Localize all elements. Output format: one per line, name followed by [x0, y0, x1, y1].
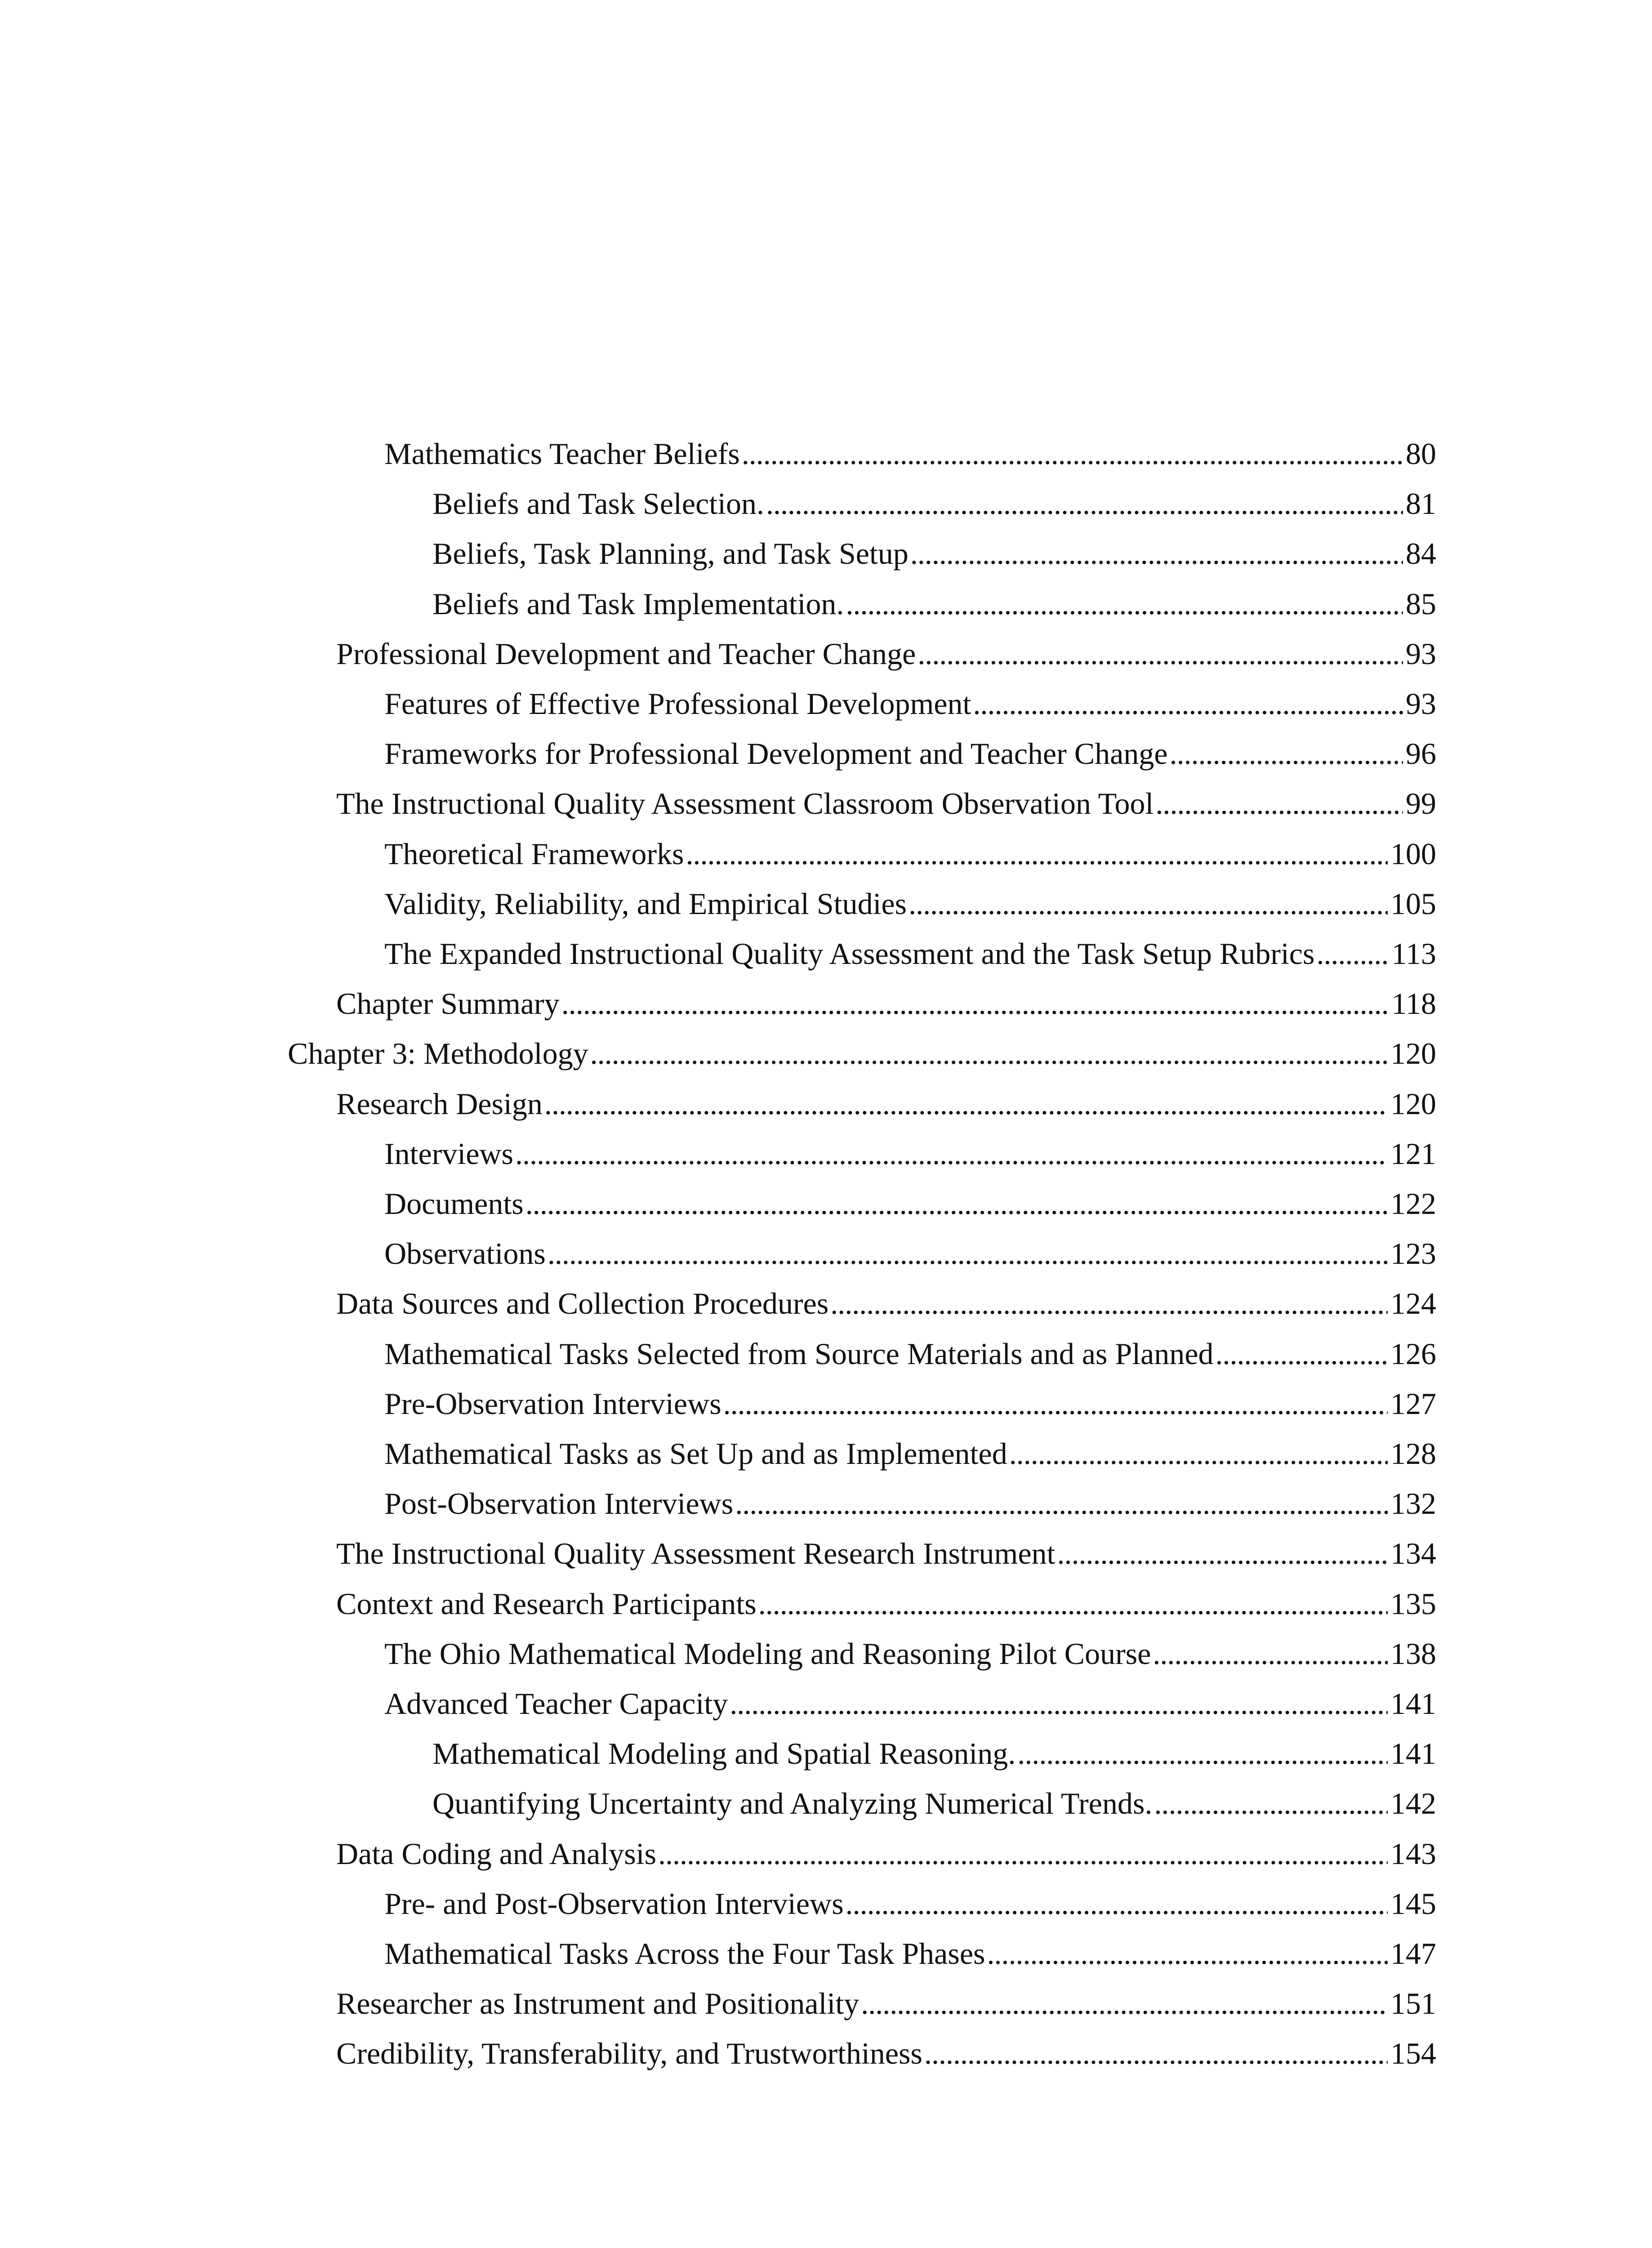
dot-leader [1155, 786, 1403, 821]
toc-entry[interactable] [432, 1736, 1436, 1786]
dot-leader [766, 486, 1403, 522]
dot-leader [1009, 1436, 1388, 1472]
toc-entry-page-number: 84 [1406, 536, 1436, 571]
toc-entry[interactable] [336, 986, 1436, 1036]
toc-entry-page-number: 154 [1390, 2036, 1436, 2070]
dot-leader [658, 1836, 1388, 1872]
toc-entry-title: Context and Research Participants [336, 1587, 757, 1621]
toc-entry-title: Mathematical Tasks Across the Four Task Phases [384, 1936, 985, 1971]
toc-entry[interactable] [432, 486, 1436, 536]
toc-entry[interactable] [384, 736, 1436, 786]
dot-leader [973, 686, 1403, 722]
toc-entry-page-number: 124 [1390, 1286, 1436, 1320]
dot-leader [686, 836, 1388, 872]
dot-leader [730, 1686, 1388, 1722]
toc-entry-page-number: 81 [1406, 486, 1436, 521]
toc-entry-page-number: 132 [1390, 1486, 1436, 1521]
toc-entry-page-number: 99 [1406, 786, 1436, 821]
toc-entry[interactable] [384, 1686, 1436, 1736]
toc-entry[interactable] [384, 1136, 1436, 1186]
toc-entry-title: Credibility, Transferability, and Trustworthiness [336, 2036, 922, 2070]
toc-entry-page-number: 100 [1390, 837, 1436, 871]
toc-entry-page-number: 118 [1391, 986, 1436, 1021]
toc-entry-page-number: 120 [1390, 1036, 1436, 1070]
toc-entry-title: Beliefs, Task Planning, and Task Setup [432, 536, 908, 571]
toc-entry-title: Chapter Summary [336, 986, 560, 1021]
toc-entry-title: Mathematical Tasks as Set Up and as Implemented [384, 1436, 1007, 1471]
toc-entry-title: Frameworks for Professional Development and Teacher Change [384, 736, 1168, 771]
dot-leader [723, 1386, 1388, 1422]
dot-leader [908, 886, 1388, 922]
toc-entry[interactable] [336, 1586, 1436, 1637]
toc-entry-page-number: 123 [1390, 1236, 1436, 1271]
toc-entry-title: Advanced Teacher Capacity [384, 1686, 728, 1721]
toc-entry[interactable] [432, 586, 1436, 637]
toc-entry-title: Chapter 3: Methodology [288, 1036, 588, 1070]
toc-entry-page-number: 151 [1390, 1986, 1436, 2021]
dot-leader [917, 636, 1403, 672]
dot-leader [561, 986, 1389, 1021]
toc-entry[interactable] [384, 1336, 1436, 1387]
toc-entry-title: The Ohio Mathematical Modeling and Reasoning Pilot Course [384, 1637, 1151, 1671]
dot-leader [910, 536, 1403, 571]
toc-entry-title: Interviews [384, 1137, 514, 1171]
toc-entry-page-number: 113 [1391, 937, 1436, 971]
toc-entry[interactable] [384, 836, 1436, 887]
toc-entry-page-number: 122 [1390, 1186, 1436, 1221]
toc-entry-page-number: 135 [1390, 1587, 1436, 1621]
toc-entry[interactable] [384, 1486, 1436, 1536]
dot-leader [1153, 1636, 1388, 1672]
dot-leader [758, 1586, 1388, 1622]
toc-entry-page-number: 134 [1390, 1536, 1436, 1570]
toc-entry-title: Observations [384, 1236, 546, 1271]
dot-leader [515, 1136, 1388, 1172]
toc-entry-title: Beliefs and Task Implementation. [432, 587, 844, 621]
toc-entry[interactable] [336, 1536, 1436, 1586]
toc-entry[interactable] [384, 436, 1436, 486]
toc-entry-title: Mathematical Tasks Selected from Source Materials and as Planned [384, 1337, 1214, 1371]
toc-entry[interactable] [432, 536, 1436, 586]
dot-leader [735, 1486, 1388, 1521]
dot-leader [1170, 736, 1403, 772]
toc-entry[interactable] [384, 686, 1436, 736]
dot-leader [1317, 936, 1389, 972]
toc-entry-page-number: 141 [1390, 1686, 1436, 1721]
toc-entry-title: Data Coding and Analysis [336, 1837, 657, 1871]
toc-entry[interactable] [384, 1636, 1436, 1686]
dot-leader [987, 1936, 1388, 1971]
dot-leader [525, 1186, 1388, 1222]
dot-leader [1057, 1536, 1388, 1571]
toc-entry-title: Quantifying Uncertainty and Analyzing Numerical Trends. [432, 1786, 1153, 1820]
dot-leader [846, 1886, 1388, 1922]
toc-entry-title: Pre- and Post-Observation Interviews [384, 1887, 844, 1921]
dot-leader [924, 2036, 1388, 2071]
toc-entry-page-number: 145 [1390, 1887, 1436, 1921]
toc-entry[interactable] [384, 886, 1436, 937]
toc-entry-title: Validity, Reliability, and Empirical Studies [384, 887, 907, 921]
dot-leader [861, 1986, 1388, 2021]
toc-entry-page-number: 143 [1390, 1837, 1436, 1871]
toc-entry-page-number: 128 [1390, 1436, 1436, 1471]
dot-leader [590, 1036, 1388, 1071]
toc-entry-page-number: 105 [1390, 887, 1436, 921]
toc-entry-title: Post-Observation Interviews [384, 1486, 734, 1521]
toc-entry[interactable] [384, 1186, 1436, 1236]
toc-entry-title: Beliefs and Task Selection. [432, 486, 765, 521]
toc-entry-title: Professional Development and Teacher Change [336, 637, 916, 671]
dot-leader [846, 586, 1403, 622]
toc-entry[interactable] [384, 1236, 1436, 1286]
dot-leader [544, 1086, 1388, 1122]
toc-entry[interactable] [384, 936, 1436, 986]
dot-leader [830, 1286, 1388, 1321]
toc-entry-title: Mathematical Modeling and Spatial Reasoning. [432, 1736, 1016, 1771]
toc-entry-title: Theoretical Frameworks [384, 837, 684, 871]
toc-entry[interactable] [336, 786, 1436, 836]
toc-entry-page-number: 126 [1390, 1337, 1436, 1371]
toc-entry-title: The Expanded Instructional Quality Assessment and the Task Setup Rubrics [384, 937, 1315, 971]
toc-entry[interactable] [336, 1086, 1436, 1137]
toc-entry[interactable] [336, 636, 1436, 687]
toc-entry[interactable] [432, 1786, 1436, 1836]
toc-entry-page-number: 141 [1390, 1736, 1436, 1771]
toc-entry-page-number: 120 [1390, 1087, 1436, 1121]
toc-entry[interactable] [336, 2036, 1436, 2086]
toc-entry-title: The Instructional Quality Assessment Research Instrument [336, 1536, 1055, 1570]
toc-entry-page-number: 93 [1406, 637, 1436, 671]
toc-entry[interactable] [384, 1436, 1436, 1486]
dot-leader [548, 1236, 1388, 1271]
toc-entry[interactable] [336, 1836, 1436, 1887]
toc-entry-title: Data Sources and Collection Procedures [336, 1286, 829, 1320]
dot-leader [1154, 1786, 1388, 1821]
toc-entry-page-number: 138 [1390, 1637, 1436, 1671]
toc-entry-title: Researcher as Instrument and Positionality [336, 1986, 859, 2021]
toc-entry-title: The Instructional Quality Assessment Classroom Observation Tool [336, 786, 1154, 821]
dot-leader [742, 436, 1403, 472]
toc-entry-page-number: 127 [1390, 1387, 1436, 1421]
toc-entry[interactable] [384, 1936, 1436, 1986]
toc-entry[interactable] [336, 1986, 1436, 2036]
toc-entry[interactable] [384, 1386, 1436, 1436]
toc-entry[interactable] [288, 1036, 1436, 1086]
toc-entry-page-number: 96 [1406, 736, 1436, 771]
toc-entry-title: Research Design [336, 1087, 543, 1121]
toc-entry-page-number: 85 [1406, 587, 1436, 621]
toc-entry-page-number: 121 [1390, 1137, 1436, 1171]
toc-entry[interactable] [336, 1286, 1436, 1336]
toc-entry-page-number: 80 [1406, 437, 1436, 471]
dot-leader [1017, 1736, 1388, 1771]
toc-entry[interactable] [384, 1886, 1436, 1936]
toc-entry-title: Features of Effective Professional Development [384, 687, 971, 721]
toc-entry-page-number: 142 [1390, 1786, 1436, 1820]
toc-entry-page-number: 147 [1390, 1936, 1436, 1971]
dot-leader [1216, 1336, 1388, 1372]
toc-entry-page-number: 93 [1406, 687, 1436, 721]
toc-entry-title: Pre-Observation Interviews [384, 1387, 721, 1421]
toc-entry-title: Mathematics Teacher Beliefs [384, 437, 740, 471]
toc-entry-title: Documents [384, 1186, 524, 1221]
